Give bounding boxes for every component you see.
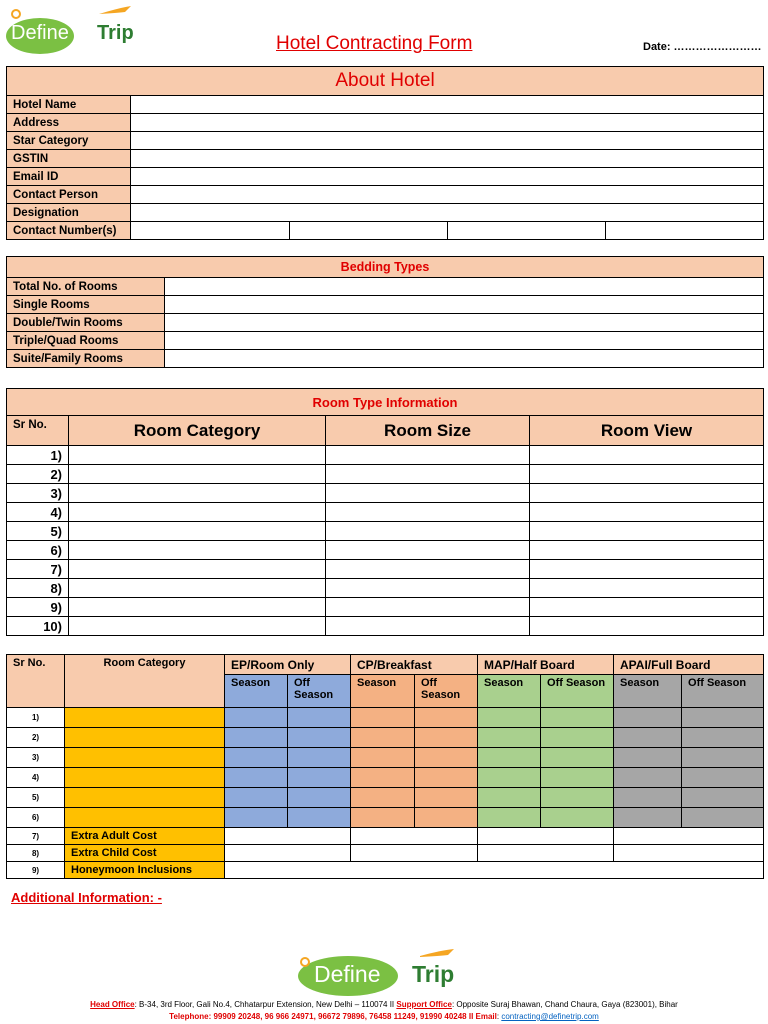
extra-row-label: Honeymoon Inclusions xyxy=(65,862,225,879)
gstin-field[interactable] xyxy=(131,150,764,168)
about-hotel-table xyxy=(6,66,764,240)
triple-rooms-field[interactable] xyxy=(165,332,764,350)
telephone-label: Telephone xyxy=(169,1012,209,1021)
col-sr-no: Sr No. xyxy=(7,416,69,446)
rate-cell[interactable] xyxy=(288,768,351,788)
logo-text-trip: Trip xyxy=(97,22,134,44)
apai-off-season: Off Season xyxy=(682,675,764,708)
table-row xyxy=(7,560,764,579)
rate-cell[interactable] xyxy=(415,768,478,788)
cell[interactable] xyxy=(69,522,326,541)
row-number: 4) xyxy=(7,768,65,788)
rate-cell[interactable] xyxy=(225,748,288,768)
email-link[interactable]: contracting@definetrip.com xyxy=(501,1012,599,1021)
designation-field[interactable] xyxy=(131,204,764,222)
additional-info-label: Additional Information: - xyxy=(11,890,162,905)
cell[interactable] xyxy=(326,560,530,579)
cell[interactable] xyxy=(530,560,764,579)
row-number: 7) xyxy=(7,828,65,845)
table-row xyxy=(7,522,764,541)
telephone-text: : 99909 20248, 96 966 24971, 96672 79896, 76458 11249, 91990 40248 II xyxy=(208,1012,476,1021)
rate-cell[interactable] xyxy=(415,708,478,728)
rate-cell[interactable] xyxy=(225,808,288,828)
off-season-label: Off Season xyxy=(294,677,334,701)
row-number: 5) xyxy=(7,788,65,808)
table-row xyxy=(7,788,764,808)
support-office-text: : Opposite Suraj Bhawan, Chand Chaura, Gaya (823001), Bihar xyxy=(451,1000,678,1009)
row-number: 6) xyxy=(7,541,69,560)
cell[interactable] xyxy=(326,541,530,560)
row-number: 8) xyxy=(7,579,69,598)
cell[interactable] xyxy=(69,484,326,503)
rate-cell[interactable] xyxy=(478,748,541,768)
cell[interactable] xyxy=(326,446,530,465)
category-cell[interactable] xyxy=(65,788,225,808)
cp-off-season xyxy=(415,675,478,708)
date-label: Date: …………………… xyxy=(643,41,762,53)
contact-number-field[interactable] xyxy=(131,222,290,240)
row-number: 4) xyxy=(7,503,69,522)
rate-cell[interactable] xyxy=(614,708,682,728)
rate-cell[interactable] xyxy=(614,728,682,748)
col-room-category: Room Category xyxy=(65,655,225,708)
col-room-view: Room View xyxy=(530,416,764,446)
table-row xyxy=(7,579,764,598)
cell[interactable] xyxy=(69,541,326,560)
footer-contact-line xyxy=(0,1012,768,1021)
rate-cell[interactable] xyxy=(682,748,764,768)
table-row xyxy=(7,828,764,845)
row-number: 2) xyxy=(7,465,69,484)
contact-number-field[interactable] xyxy=(290,222,448,240)
table-row xyxy=(7,598,764,617)
cell[interactable] xyxy=(69,503,326,522)
cell[interactable] xyxy=(530,617,764,636)
rate-cell[interactable] xyxy=(614,768,682,788)
footer-address-line xyxy=(0,1000,768,1009)
rate-cell[interactable] xyxy=(288,728,351,748)
row-label: Email ID xyxy=(7,168,131,186)
honeymoon-inclusions-field[interactable] xyxy=(225,862,764,879)
plan-ep: EP/Room Only xyxy=(225,655,351,675)
rate-cell[interactable] xyxy=(614,748,682,768)
off-season-label: Off Season xyxy=(421,677,461,701)
cell[interactable] xyxy=(530,503,764,522)
brand-logo-top xyxy=(4,2,154,54)
cell[interactable] xyxy=(326,617,530,636)
extra-row-label: Extra Adult Cost xyxy=(65,828,225,845)
row-label: Total No. of Rooms xyxy=(7,278,165,296)
rate-cell[interactable] xyxy=(415,728,478,748)
rate-cell[interactable] xyxy=(225,828,351,845)
cell[interactable] xyxy=(69,465,326,484)
table-row xyxy=(7,541,764,560)
rate-cell[interactable] xyxy=(682,768,764,788)
row-label: Designation xyxy=(7,204,131,222)
rate-cell[interactable] xyxy=(225,728,288,748)
ep-off-season xyxy=(288,675,351,708)
category-cell[interactable] xyxy=(65,768,225,788)
row-label: Hotel Name xyxy=(7,96,131,114)
col-room-size: Room Size xyxy=(326,416,530,446)
row-number: 8) xyxy=(7,845,65,862)
table-row xyxy=(7,465,764,484)
row-number: 3) xyxy=(7,748,65,768)
row-number: 1) xyxy=(7,446,69,465)
rate-cell[interactable] xyxy=(415,788,478,808)
cell[interactable] xyxy=(326,465,530,484)
about-hotel-heading: About Hotel xyxy=(7,67,764,96)
rate-cell[interactable] xyxy=(478,768,541,788)
room-type-table xyxy=(6,388,764,636)
cell[interactable] xyxy=(530,541,764,560)
rate-cell[interactable] xyxy=(541,708,614,728)
head-office-text: : B-34, 3rd Floor, Gali No.4, Chhatarpur Extension, New Delhi – 110074 II xyxy=(134,1000,397,1009)
cell[interactable] xyxy=(326,484,530,503)
rate-cell[interactable] xyxy=(614,788,682,808)
rate-cell[interactable] xyxy=(351,768,415,788)
rates-table xyxy=(6,654,764,879)
rate-cell[interactable] xyxy=(351,845,478,862)
rate-cell[interactable] xyxy=(351,748,415,768)
rate-cell[interactable] xyxy=(415,808,478,828)
rate-cell[interactable] xyxy=(351,808,415,828)
table-row xyxy=(7,484,764,503)
row-label: Single Rooms xyxy=(7,296,165,314)
plan-apai: APAI/Full Board xyxy=(614,655,764,675)
table-row xyxy=(7,808,764,828)
contact-number-field[interactable] xyxy=(448,222,606,240)
rate-cell[interactable] xyxy=(614,845,764,862)
bedding-types-table xyxy=(6,256,764,368)
rate-cell[interactable] xyxy=(478,728,541,748)
category-cell[interactable] xyxy=(65,748,225,768)
plan-map: MAP/Half Board xyxy=(478,655,614,675)
suite-rooms-field[interactable] xyxy=(165,350,764,368)
row-number: 6) xyxy=(7,808,65,828)
rate-cell[interactable] xyxy=(614,808,682,828)
row-label: Suite/Family Rooms xyxy=(7,350,165,368)
email-label: Email xyxy=(475,1012,497,1021)
row-number: 3) xyxy=(7,484,69,503)
hotel-name-field[interactable] xyxy=(131,96,764,114)
email-colon: : xyxy=(496,1012,502,1021)
rate-cell[interactable] xyxy=(225,845,351,862)
cell[interactable] xyxy=(326,503,530,522)
extra-row-label: Extra Child Cost xyxy=(65,845,225,862)
col-sr-no: Sr No. xyxy=(7,655,65,708)
table-row xyxy=(7,862,764,879)
rate-cell[interactable] xyxy=(541,748,614,768)
cell[interactable] xyxy=(326,598,530,617)
map-season: Season xyxy=(478,675,541,708)
rate-cell[interactable] xyxy=(682,808,764,828)
bedding-types-heading: Bedding Types xyxy=(7,257,764,278)
rate-cell[interactable] xyxy=(478,708,541,728)
cell[interactable] xyxy=(69,579,326,598)
map-off-season: Off Season xyxy=(541,675,614,708)
row-number: 10) xyxy=(7,617,69,636)
cell[interactable] xyxy=(530,598,764,617)
cell[interactable] xyxy=(326,579,530,598)
cell[interactable] xyxy=(530,465,764,484)
rate-cell[interactable] xyxy=(415,748,478,768)
row-label: Triple/Quad Rooms xyxy=(7,332,165,350)
ep-season: Season xyxy=(225,675,288,708)
cell[interactable] xyxy=(69,598,326,617)
cp-season: Season xyxy=(351,675,415,708)
logo-text-define: Define xyxy=(11,22,69,44)
rate-cell[interactable] xyxy=(288,788,351,808)
room-type-heading: Room Type Information xyxy=(7,389,764,416)
row-number: 9) xyxy=(7,598,69,617)
table-row xyxy=(7,446,764,465)
address-field[interactable] xyxy=(131,114,764,132)
logo-text-define: Define xyxy=(314,961,381,987)
rate-cell[interactable] xyxy=(351,708,415,728)
row-number: 7) xyxy=(7,560,69,579)
rate-cell[interactable] xyxy=(541,768,614,788)
col-room-category: Room Category xyxy=(69,416,326,446)
row-number: 1) xyxy=(7,708,65,728)
table-row xyxy=(7,503,764,522)
contact-person-field[interactable] xyxy=(131,186,764,204)
star-category-field[interactable] xyxy=(131,132,764,150)
rate-cell[interactable] xyxy=(682,788,764,808)
rate-cell[interactable] xyxy=(288,748,351,768)
rate-cell[interactable] xyxy=(541,788,614,808)
row-label: Double/Twin Rooms xyxy=(7,314,165,332)
row-label: GSTIN xyxy=(7,150,131,168)
cell[interactable] xyxy=(69,446,326,465)
rate-cell[interactable] xyxy=(541,808,614,828)
support-office-label: Support Office xyxy=(396,1000,452,1009)
rate-cell[interactable] xyxy=(478,788,541,808)
cell[interactable] xyxy=(326,522,530,541)
category-cell[interactable] xyxy=(65,708,225,728)
table-row xyxy=(7,748,764,768)
table-row xyxy=(7,845,764,862)
row-label: Contact Number(s) xyxy=(7,222,131,240)
head-office-label: Head Office xyxy=(90,1000,135,1009)
rate-cell[interactable] xyxy=(478,845,614,862)
cell[interactable] xyxy=(530,446,764,465)
rate-cell[interactable] xyxy=(682,728,764,748)
plan-cp: CP/Breakfast xyxy=(351,655,478,675)
rate-cell[interactable] xyxy=(614,828,764,845)
rate-cell[interactable] xyxy=(351,788,415,808)
email-field[interactable] xyxy=(131,168,764,186)
brand-logo-bottom xyxy=(292,948,472,998)
rate-cell[interactable] xyxy=(478,828,614,845)
rate-cell[interactable] xyxy=(351,828,478,845)
table-row xyxy=(7,708,764,728)
double-rooms-field[interactable] xyxy=(165,314,764,332)
rate-cell[interactable] xyxy=(225,768,288,788)
cell[interactable] xyxy=(530,484,764,503)
rate-cell[interactable] xyxy=(541,728,614,748)
rate-cell[interactable] xyxy=(288,708,351,728)
apai-season: Season xyxy=(614,675,682,708)
cell[interactable] xyxy=(530,579,764,598)
row-label: Address xyxy=(7,114,131,132)
row-label: Contact Person xyxy=(7,186,131,204)
rate-cell[interactable] xyxy=(682,708,764,728)
row-label: Star Category xyxy=(7,132,131,150)
rate-cell[interactable] xyxy=(478,808,541,828)
rate-cell[interactable] xyxy=(225,788,288,808)
logo-text-trip: Trip xyxy=(412,961,455,987)
table-row xyxy=(7,728,764,748)
rate-cell[interactable] xyxy=(225,708,288,728)
total-rooms-field[interactable] xyxy=(165,278,764,296)
table-row xyxy=(7,617,764,636)
cell[interactable] xyxy=(69,617,326,636)
cell[interactable] xyxy=(69,560,326,579)
cell[interactable] xyxy=(530,522,764,541)
single-rooms-field[interactable] xyxy=(165,296,764,314)
table-row xyxy=(7,768,764,788)
category-cell[interactable] xyxy=(65,728,225,748)
rate-cell[interactable] xyxy=(351,728,415,748)
row-number: 5) xyxy=(7,522,69,541)
row-number: 2) xyxy=(7,728,65,748)
row-number: 9) xyxy=(7,862,65,879)
page-title: Hotel Contracting Form xyxy=(276,33,473,54)
contact-number-field[interactable] xyxy=(606,222,764,240)
rate-cell[interactable] xyxy=(288,808,351,828)
category-cell[interactable] xyxy=(65,808,225,828)
